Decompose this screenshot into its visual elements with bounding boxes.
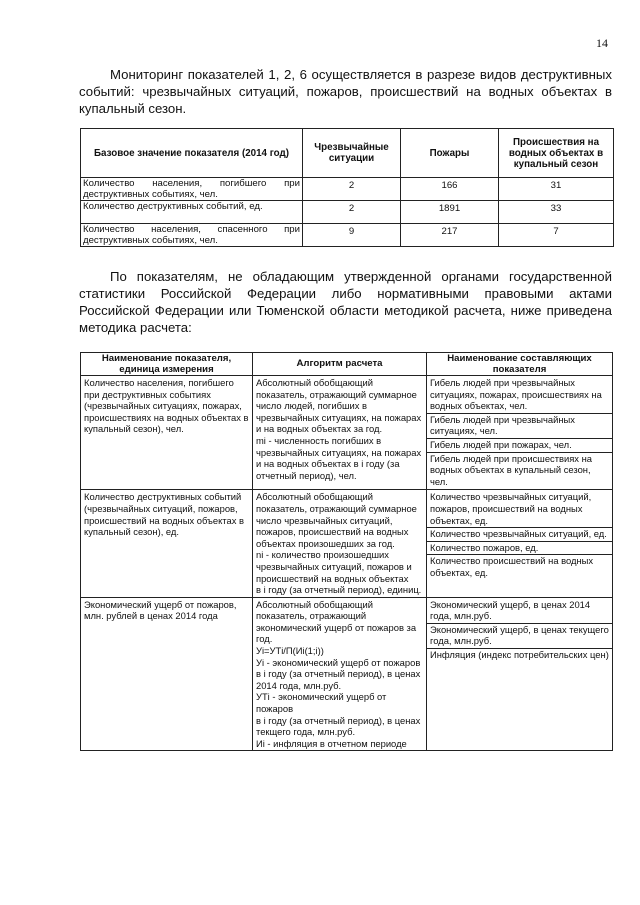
algorithm-text: Иi - инфляция в отчетном периоде — [256, 737, 407, 749]
row-label: Количество деструктивных событий, ед. — [81, 201, 303, 224]
component-item: Количество чрезвычайных ситуаций, ед. — [427, 528, 612, 542]
methodology-table — [80, 352, 613, 751]
header-algorithm: Алгоритм расчета — [253, 353, 427, 376]
cell-value: 31 — [499, 178, 614, 201]
component-item: Экономический ущерб, в ценах текущего года, млн.руб. — [427, 624, 612, 649]
algorithm-text: ni - количество произошедших чрезвычайных ситуаций, пожаров и происшествий на водных объектах — [256, 549, 412, 584]
components-cell — [427, 490, 613, 597]
components-cell — [427, 376, 613, 490]
cell-value: 2 — [303, 201, 401, 224]
header-fires: Пожары — [401, 129, 499, 178]
component-item: Гибель людей при происшествиях на водных объектах в купальный сезон, чел. — [430, 452, 592, 487]
component-item: Экономический ущерб, в ценах 2014 года, млн.руб. — [427, 599, 612, 624]
cell-value: 9 — [303, 224, 401, 247]
formula: Уi=УТi/П(Иi(1;i)) — [256, 645, 324, 657]
cell-value: 217 — [401, 224, 499, 247]
cell-value: 33 — [499, 201, 614, 224]
algorithm-text: Абсолютный обобщающий показатель, отражающий суммарное число чрезвычайных ситуаций, пожаров, происшествий на водных объектах произошедших за год. — [256, 491, 417, 549]
cell-value: 7 — [499, 224, 614, 247]
algorithm-cell — [253, 597, 427, 751]
algorithm-text: в i году (за отчетный период), единиц. — [256, 584, 422, 596]
table-row — [81, 490, 613, 597]
table-row — [81, 376, 613, 490]
page-number: 14 — [596, 36, 608, 50]
cell-value: 166 — [401, 178, 499, 201]
table-row — [81, 201, 614, 224]
indicator-name: Экономический ущерб от пожаров, млн. рублей в ценах 2014 года — [81, 597, 253, 751]
algorithm-text: Уi - экономический ущерб от пожаров — [256, 656, 421, 668]
cell-value: 2 — [303, 178, 401, 201]
algorithm-text: mi - численность погибших в чрезвычайных ситуациях, на пожарах и на водных объектах в i году (за отчетный период), чел. — [256, 434, 422, 481]
base-values-table — [80, 128, 614, 247]
cell-value: 1891 — [401, 201, 499, 224]
algorithm-text: УТi - экономический ущерб от пожаров — [256, 691, 387, 715]
table-row — [81, 597, 613, 751]
component-item: Количество пожаров, ед. — [427, 542, 612, 556]
row-label: Количество населения, спасенного при деструктивных событиях, чел. — [81, 224, 303, 247]
components-cell — [427, 597, 613, 751]
indicator-name: Количество населения, погибшего при деструктивных событиях (чрезвычайных ситуациях, пожарах, происшествиях на водных объектах в купальный сезон), чел. — [81, 376, 253, 490]
component-item: Количество происшествий на водных объектах, ед. — [430, 555, 594, 578]
table-header-row — [81, 353, 613, 376]
algorithm-text: Абсолютный обобщающий показатель, отражающий экономический ущерб от пожаров за год. — [256, 598, 417, 645]
indicator-name: Количество деструктивных событий (чрезвычайных ситуаций, пожаров, происшествий на водных объектах в купальный сезон), ед. — [81, 490, 253, 597]
header-emergencies: Чрезвычайные ситуации — [303, 129, 401, 178]
intro-paragraph: Мониторинг показателей 1, 2, 6 осуществляется в разрезе видов деструктивных событий: чрезвычайных ситуаций, пожаров, происшествий на водных объектах в купальный сезон. — [79, 67, 612, 116]
row-label: Количество населения, погибшего при деструктивных событиях, чел. — [81, 178, 303, 201]
header-water-incidents: Происшествия на водных объектах в купальный сезон — [499, 129, 614, 178]
table-header-row — [81, 129, 614, 178]
component-item: Гибель людей при чрезвычайных ситуациях, чел. — [427, 414, 612, 439]
header-components: Наименование составляющих показателя — [427, 353, 613, 376]
component-item: Гибель людей при пожарах, чел. — [427, 439, 612, 453]
algorithm-cell — [253, 490, 427, 597]
methodology-paragraph: По показателям, не обладающим утвержденной органами государственной статистики Российской Федерации либо нормативными правовыми актами Российской Федерации или Тюменской области методикой расчета, ниже приведена методика расчета: — [79, 269, 612, 335]
component-item: Гибель людей при чрезвычайных ситуациях, пожарах, происшествиях на водных объектах, чел. — [427, 377, 612, 414]
algorithm-text: Абсолютный обобщающий показатель, отражающий суммарное число людей, погибших в чрезвычайных ситуациях, на пожарах и на водных объектах за год. — [256, 377, 422, 435]
component-item: Количество чрезвычайных ситуаций, пожаров, происшествий на водных объектах, ед. — [427, 491, 612, 528]
algorithm-text: в i году (за отчетный период), в ценах 2014 года, млн.руб. — [256, 668, 421, 691]
algorithm-cell — [253, 376, 427, 490]
header-indicator-name: Наименование показателя, единица измерения — [81, 353, 253, 376]
table-row — [81, 224, 614, 247]
component-item: Инфляция (индекс потребительских цен) — [430, 649, 609, 661]
algorithm-text: в i году (за отчетный период), в ценах текщего года, млн.руб. — [256, 714, 421, 738]
header-base-value: Базовое значение показателя (2014 год) — [81, 129, 303, 178]
table-row — [81, 178, 614, 201]
